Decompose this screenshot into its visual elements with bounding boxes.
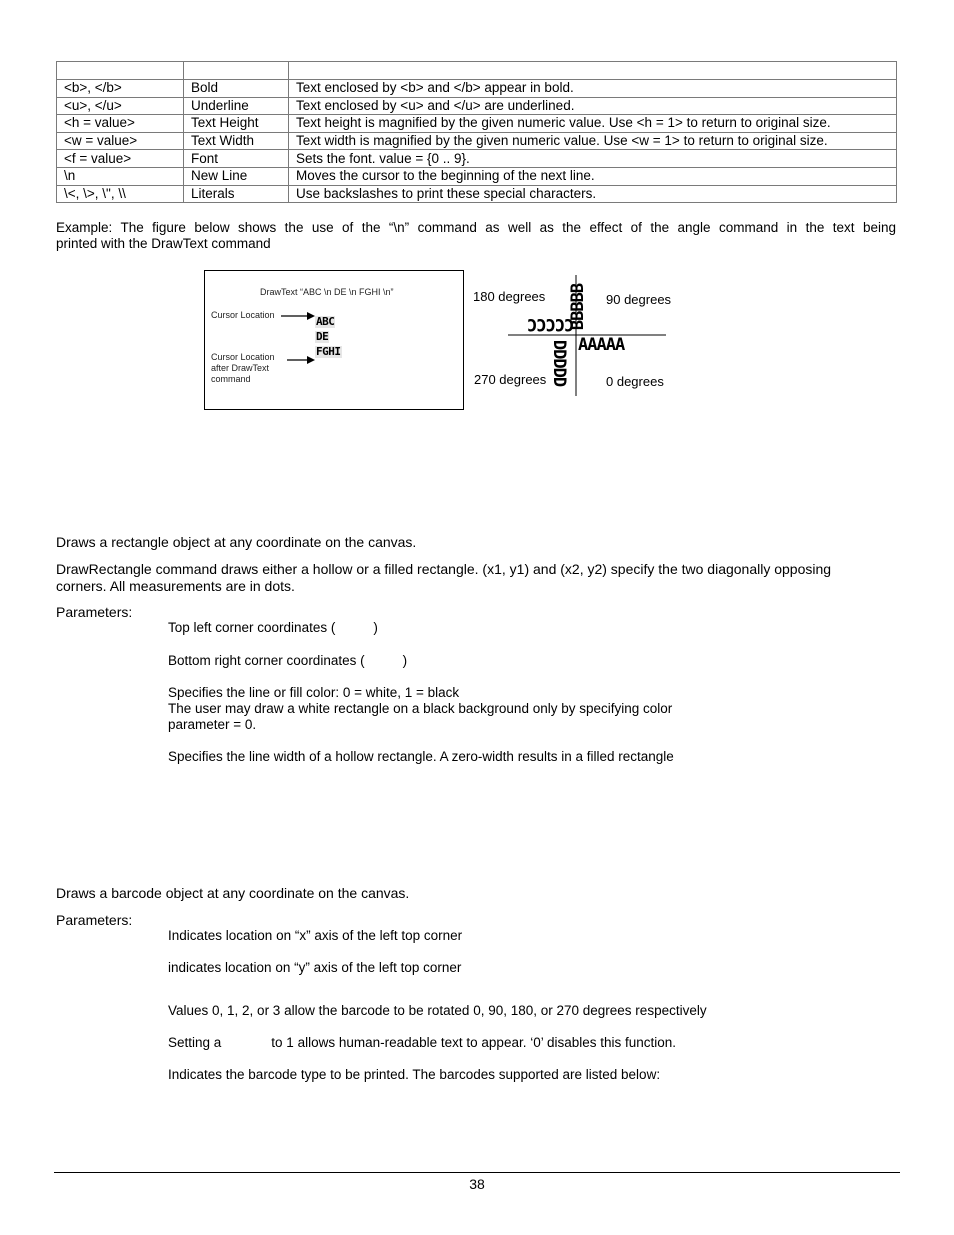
barcode-param-y: indicates location on “y” axis of the left top corner	[168, 960, 462, 975]
example-line-2: printed with the DrawText command	[56, 236, 271, 251]
name-cell: New Line	[184, 167, 289, 185]
name-cell: Underline	[184, 97, 289, 115]
rectangle-desc-1: DrawRectangle command draws either a hollow or a filled rectangle. (x1, y1) and (x2, y2) specify the two diagonally opposing	[56, 561, 832, 577]
header-cell	[57, 62, 184, 80]
drawtext-figure	[204, 270, 464, 410]
example-line-1: Example: The figure below shows the use of the “\n” command as well as the effect of the angle command in the text being	[56, 220, 896, 235]
table-row	[57, 115, 897, 133]
table-row	[57, 150, 897, 168]
param-text: Top left corner coordinates (	[168, 620, 336, 635]
cursor-location-label: Cursor Location	[211, 310, 275, 320]
glyphs-270-degrees: DDDDD	[549, 339, 570, 387]
rectangle-param-color-3: parameter = 0.	[168, 717, 257, 732]
rectangle-params-label: Parameters:	[56, 604, 133, 620]
format-table	[56, 61, 897, 203]
footer-divider	[54, 1172, 900, 1173]
barcode-params-label: Parameters:	[56, 912, 133, 928]
desc-cell: Text width is magnified by the given numeric value. Use <w = 1> to return to original size.	[289, 132, 897, 150]
after-cursor-label-2: after DrawText	[211, 363, 270, 373]
rectangle-param-color-1: Specifies the line or fill color: 0 = white, 1 = black	[168, 685, 460, 700]
figure-title: DrawText “ABC \n DE \n FGHI \n”	[260, 287, 394, 297]
desc-cell: Moves the cursor to the beginning of the next line.	[289, 167, 897, 185]
barcode-param-hri	[168, 1035, 676, 1051]
table-header-row	[57, 62, 897, 80]
code-cell: <w = value>	[57, 132, 184, 150]
desc-cell: Text height is magnified by the given numeric value. Use <h = 1> to return to original size.	[289, 115, 897, 133]
page-number: 38	[469, 1176, 485, 1192]
name-cell: Literals	[184, 185, 289, 203]
code-cell: \<, \>, \", \\	[57, 185, 184, 203]
label-0-degrees: 0 degrees	[606, 374, 664, 389]
param-close: )	[402, 653, 408, 668]
table-row	[57, 80, 897, 98]
code-cell: <b>, </b>	[57, 80, 184, 98]
arrow-right-icon	[287, 355, 315, 365]
param-close: )	[373, 620, 378, 635]
sample-text-line-2: DE	[316, 330, 329, 343]
rotation-figure	[470, 272, 680, 398]
barcode-param-rotation: Values 0, 1, 2, or 3 allow the barcode to be rotated 0, 90, 180, or 270 degrees respectively	[168, 1003, 707, 1018]
name-cell: Text Width	[184, 132, 289, 150]
rectangle-param-top-left	[168, 620, 378, 636]
after-cursor-label-1: Cursor Location	[211, 352, 275, 362]
barcode-param-x: Indicates location on “x” axis of the left top corner	[168, 928, 463, 943]
label-90-degrees: 90 degrees	[606, 292, 672, 307]
code-cell: <h = value>	[57, 115, 184, 133]
name-cell: Bold	[184, 80, 289, 98]
rectangle-param-color-2: The user may draw a white rectangle on a black background only by specifying color	[168, 701, 673, 716]
arrow-right-icon	[281, 311, 315, 321]
param-text: to 1 allows human-readable text to appear. ‘0’ disables this function.	[271, 1035, 677, 1050]
table-row	[57, 97, 897, 115]
table-row	[57, 167, 897, 185]
code-cell: \n	[57, 167, 184, 185]
rectangle-param-line-width: Specifies the line width of a hollow rectangle. A zero-width results in a filled rectangle	[168, 749, 674, 764]
param-text: Setting a	[168, 1035, 222, 1050]
sample-text-line-3: FGHI	[316, 345, 341, 358]
glyphs-0-degrees: AAAAA	[578, 335, 625, 355]
barcode-intro: Draws a barcode object at any coordinate on the canvas.	[56, 885, 410, 901]
barcode-param-type: Indicates the barcode type to be printed. The barcodes supported are listed below:	[168, 1067, 661, 1082]
table-row	[57, 132, 897, 150]
example-paragraph	[56, 220, 896, 252]
code-cell: <u>, </u>	[57, 97, 184, 115]
table-row	[57, 185, 897, 203]
code-cell: <f = value>	[57, 150, 184, 168]
rectangle-intro: Draws a rectangle object at any coordinate on the canvas.	[56, 534, 417, 550]
desc-cell: Use backslashes to print these special characters.	[289, 185, 897, 203]
glyphs-180-degrees: CCCCC	[528, 314, 575, 334]
label-270-degrees: 270 degrees	[474, 372, 547, 387]
name-cell: Text Height	[184, 115, 289, 133]
label-180-degrees: 180 degrees	[473, 289, 546, 304]
desc-cell: Sets the font. value = {0 .. 9}.	[289, 150, 897, 168]
desc-cell: Text enclosed by <b> and </b> appear in bold.	[289, 80, 897, 98]
after-cursor-label-3: command	[211, 374, 251, 384]
name-cell: Font	[184, 150, 289, 168]
rectangle-desc-2: corners. All measurements are in dots.	[56, 578, 295, 594]
param-text: Bottom right corner coordinates (	[168, 653, 365, 668]
header-cell	[184, 62, 289, 80]
rectangle-param-bottom-right	[168, 653, 407, 669]
header-cell	[289, 62, 897, 80]
glyphs-90-degrees: BBBBB	[568, 283, 589, 331]
sample-text-line-1: ABC	[316, 315, 335, 328]
desc-cell: Text enclosed by <u> and </u> are underlined.	[289, 97, 897, 115]
